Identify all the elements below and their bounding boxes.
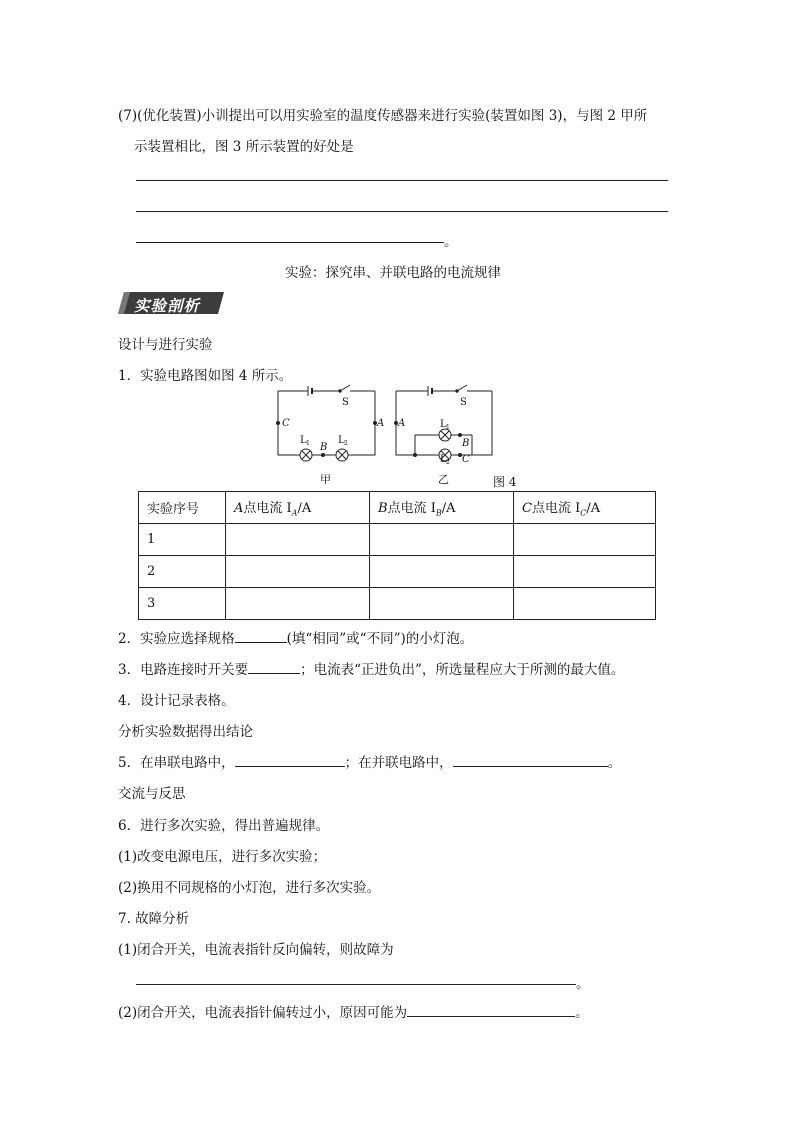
item-7: 7. 故障分析 [118, 911, 190, 927]
circuit-figure [260, 383, 560, 493]
header-current-c: C点电流 $I_C/A$ [514, 492, 656, 524]
item-2: 2．实验应选择规格 (填“相同”或“不同”)的小灯泡。 [118, 627, 473, 647]
item-5: 5．在串联电路中， ；在并联电路中， 。 [118, 751, 621, 771]
blank-3[interactable] [248, 659, 300, 674]
svg-text:1: 1 [446, 424, 450, 431]
svg-text:2: 2 [446, 459, 450, 466]
answer-line-1[interactable] [136, 180, 668, 181]
svg-text:S: S [342, 397, 349, 408]
blank-5-series[interactable] [235, 752, 345, 767]
cell-current-c[interactable] [514, 588, 656, 620]
svg-text:B: B [320, 442, 328, 453]
cell-current-b[interactable] [370, 588, 514, 620]
row-number: 1 [139, 524, 226, 556]
cell-current-a[interactable] [226, 556, 370, 588]
svg-text:S: S [460, 397, 467, 408]
record-table [138, 491, 656, 620]
svg-text:L: L [440, 419, 447, 430]
svg-text:L: L [440, 454, 447, 465]
svg-text:甲: 甲 [320, 473, 331, 486]
section-title: 实验：探究串、并联电路的电流规律 [285, 265, 501, 281]
header-current-a: A点电流 $I_A/A$ [226, 492, 370, 524]
analysis-heading: 分析实验数据得出结论 [118, 724, 253, 740]
header-current-b: B点电流 $I_B/A$ [370, 492, 514, 524]
svg-text:L: L [300, 435, 307, 446]
answer-line-7-1[interactable] [136, 984, 576, 985]
item-7-1: (1)闭合开关，电流表指针反向偏转，则故障为 [118, 942, 394, 958]
reflect-heading: 交流与反思 [118, 786, 186, 802]
item-1: 1．实验电路图如图 4 所示。 [118, 368, 293, 384]
table-row [139, 524, 656, 556]
item-3: 3．电路连接时开关要 ；电流表“正进负出”，所选量程应大于所测的最大值。 [118, 658, 624, 678]
table-row [139, 556, 656, 588]
cell-current-b[interactable] [370, 524, 514, 556]
svg-text:1: 1 [306, 440, 310, 447]
blank-5-parallel[interactable] [453, 752, 608, 767]
svg-text:B: B [462, 438, 470, 449]
cell-current-b[interactable] [370, 556, 514, 588]
cell-current-a[interactable] [226, 524, 370, 556]
svg-text:A: A [398, 418, 406, 429]
cell-current-a[interactable] [226, 588, 370, 620]
table-header-row [139, 492, 656, 524]
q7-line1: (7)(优化装置)小训提出可以用实验室的温度传感器来进行实验(装置如图 3)，与图 2 甲所 [118, 108, 648, 124]
section-badge: 实验剖析 [134, 297, 201, 315]
lamp-l1-icon [300, 449, 312, 461]
answer-line-2[interactable] [136, 211, 668, 212]
svg-text:2: 2 [344, 440, 348, 447]
item-6-1: (1)改变电源电压，进行多次实验； [118, 849, 327, 865]
item-7-1-period: 。 [576, 976, 590, 992]
cell-current-c[interactable] [514, 524, 656, 556]
svg-text:C: C [282, 418, 290, 429]
q7-line2: 示装置相比，图 3 所示装置的好处是 [134, 139, 354, 155]
row-number: 3 [139, 588, 226, 620]
blank-2[interactable] [235, 628, 287, 643]
item-7-2: (2)闭合开关，电流表指针偏转过小，原因可能为 。 [118, 1001, 589, 1021]
cell-current-c[interactable] [514, 556, 656, 588]
svg-text:乙: 乙 [438, 473, 449, 486]
item-6-2: (2)换用不同规格的小灯泡，进行多次实验。 [118, 880, 381, 896]
q7-period: 。 [444, 234, 458, 250]
svg-text:图 4: 图 4 [493, 475, 517, 489]
row-number: 2 [139, 556, 226, 588]
design-heading: 设计与进行实验 [118, 337, 213, 353]
answer-line-3[interactable] [136, 242, 444, 243]
item-4: 4．设计记录表格。 [118, 693, 235, 709]
svg-text:A: A [377, 418, 385, 429]
item-6: 6．进行多次实验，得出普遍规律。 [118, 818, 330, 834]
header-trial-number: 实验序号 [139, 492, 226, 524]
blank-7-2[interactable] [407, 1002, 575, 1017]
table-row [139, 588, 656, 620]
svg-text:L: L [338, 435, 345, 446]
svg-text:C: C [462, 454, 470, 465]
lamp-l2-icon [336, 449, 348, 461]
